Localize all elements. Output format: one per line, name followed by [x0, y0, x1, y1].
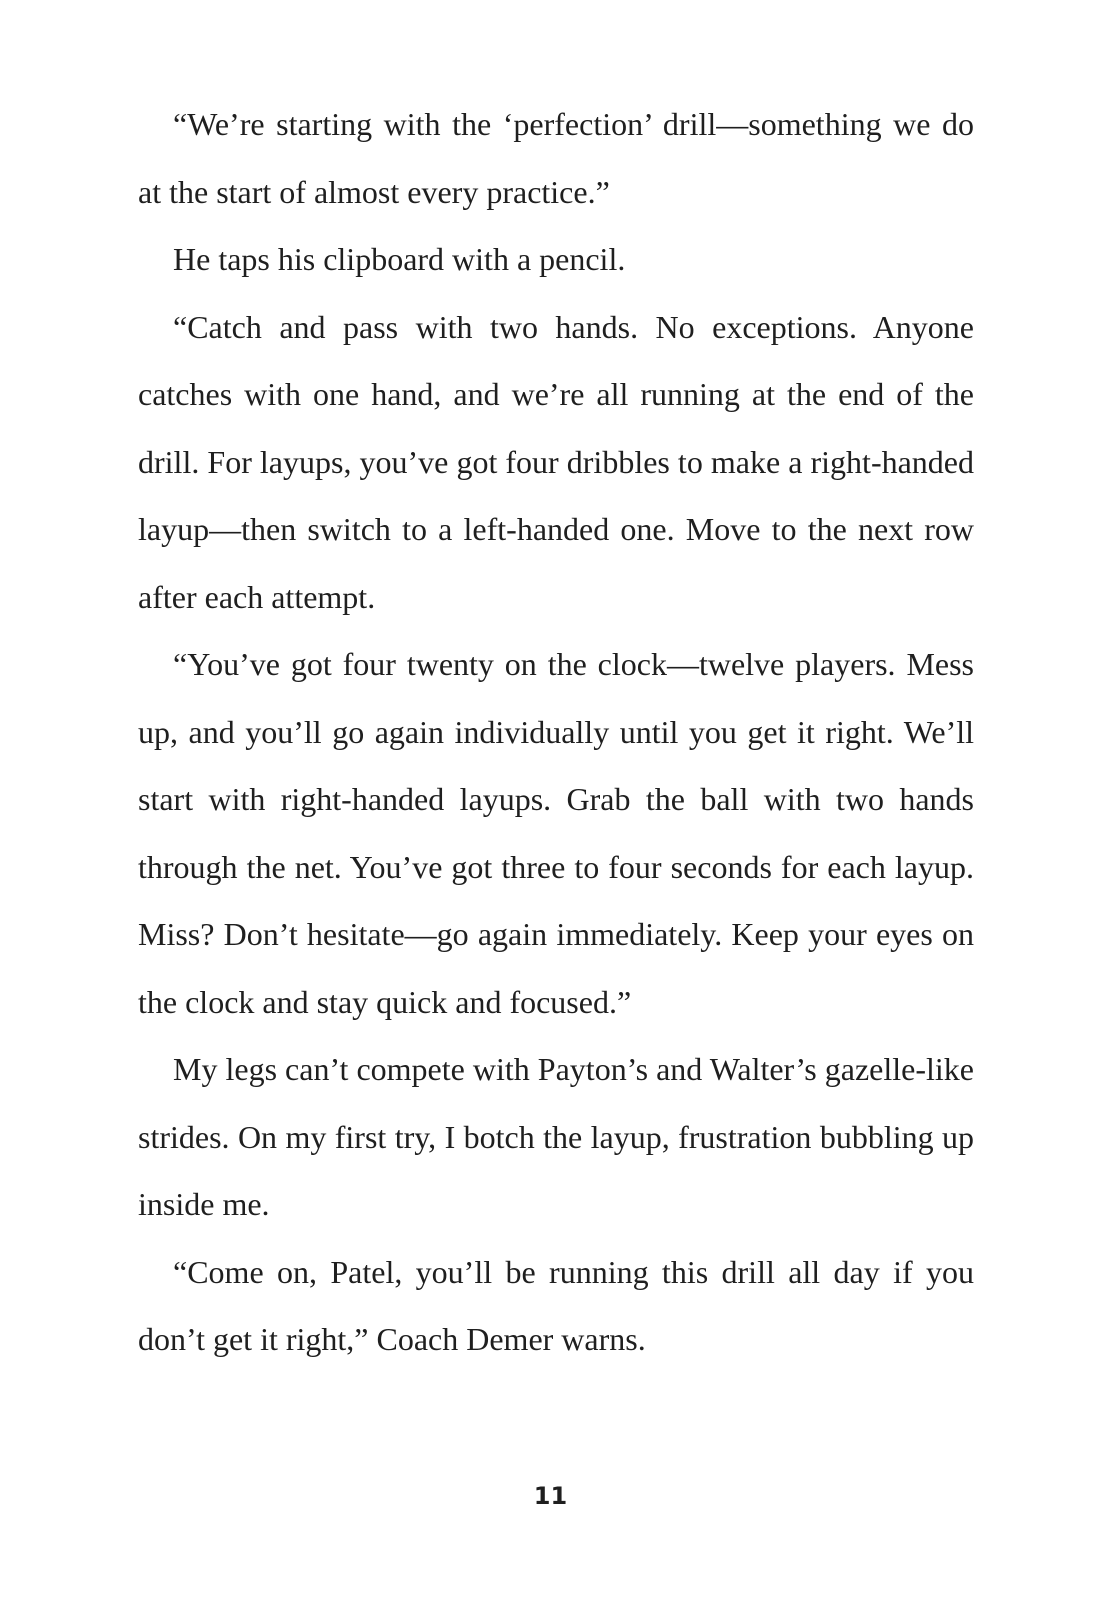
- paragraph: My legs can’t compete with Payton’s and Walter’s gazelle-like strides. On my first try, I botch the layup, frustration bubbling up inside me.: [138, 1051, 974, 1222]
- body-text: [138, 91, 974, 1374]
- paragraph: “Catch and pass with two hands. No exceptions. Anyone catches with one hand, and we’re all running at the end of the drill. For layups, you’ve got four dribbles to make a right-handed layup—then switch to a left-handed one. Move to the next row after each attempt.: [138, 308, 974, 615]
- page-number: 11: [533, 1482, 568, 1510]
- paragraph: “Come on, Patel, you’ll be running this drill all day if you don’t get it right,” Coach Demer warns.: [138, 1253, 974, 1357]
- paragraph: “You’ve got four twenty on the clock—twelve players. Mess up, and you’ll go again individually until you get it right. We’ll start with right-handed layups. Grab the ball with two hands through the net. You’ve got three to four seconds for each layup. Miss? Don’t hesitate—go again immediately. Keep your eyes on the clock and stay quick and focused.”: [138, 646, 974, 1020]
- paragraph: “We’re starting with the ‘perfection’ drill—something we do at the start of almost every practice.”: [138, 106, 974, 210]
- paragraph: He taps his clipboard with a pencil.: [173, 241, 626, 277]
